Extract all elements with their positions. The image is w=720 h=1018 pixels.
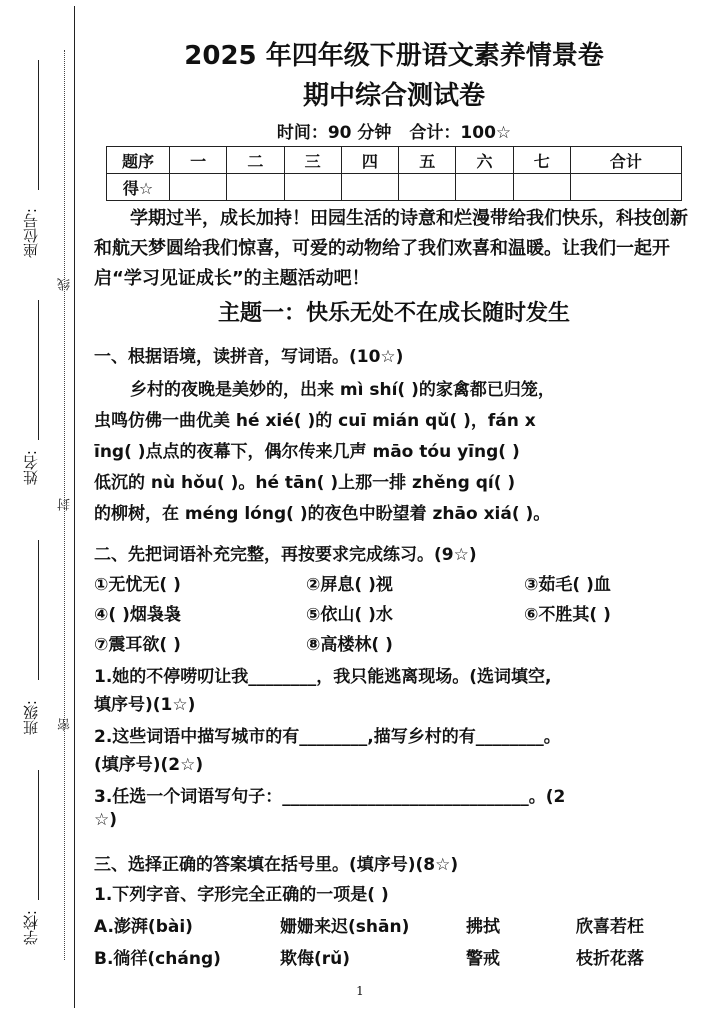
option-item: 姗姗来迟(shān) [280, 917, 410, 937]
seal-char-seal: 封 [58, 498, 73, 511]
idiom-item: ⑤依山( )水 [306, 605, 393, 625]
idiom-item: ②屏息( )视 [306, 575, 393, 595]
seat-label: 座位号: [22, 208, 40, 259]
score-table [106, 146, 682, 201]
intro-paragraph: 学期过半，成长加持！田园生活的诗意和烂漫带给我们快乐，科技创新和航天梦圆给我们惊喜，可爱的动物给了我们欢喜和温暖。让我们一起开启“学习见证成长”的主题活动吧！ [94, 208, 688, 289]
exam-title: 2025 年四年级下册语文素养情景卷 [184, 41, 604, 71]
option-item: B.徜徉(cháng) [94, 949, 221, 969]
option-item: A.澎湃(bài) [94, 917, 193, 937]
section3-heading: 三、选择正确的答案填在括号里。(填序号)(8☆) [94, 855, 459, 875]
question-text: 填序号)(1☆) [94, 695, 196, 715]
section1-heading: 一、根据语境，读拼音，写词语。(10☆) [94, 347, 404, 367]
school-label: 学校: [22, 910, 40, 946]
idiom-row [94, 570, 694, 595]
school-blank-line [38, 770, 39, 900]
section1-line: 的柳树，在 méng lóng( )的夜色中盼望着 zhāo xiá( )。 [94, 504, 551, 524]
option-item: 欺侮(rǔ) [280, 949, 351, 969]
option-item: 欣喜若枉 [576, 917, 644, 937]
seal-char-secret: 密 [58, 718, 73, 731]
question-text: 2.这些词语中描写城市的有________,描写乡村的有________。 [94, 727, 561, 747]
class-blank-line [38, 540, 39, 680]
question-text: 3.任选一个词语写句子：_____________________________。(2 [94, 787, 566, 807]
idiom-row [94, 630, 694, 655]
question-text: (填序号)(2☆) [94, 755, 204, 775]
exam-total: 合计：100☆ [409, 123, 512, 143]
exam-time: 时间：90 分钟 [276, 123, 392, 143]
name-label: 姓名: [22, 450, 40, 486]
score-header-cell: 一 [170, 147, 227, 174]
section1-line: 乡村的夜晚是美妙的，出来 mì shí( )的家禽都已归笼， [130, 380, 555, 400]
binding-margin [0, 0, 80, 1018]
section1-line: 低沉的 nù hǒu( )。hé tān( )上那一排 zhěng qí( ) [94, 473, 516, 493]
exam-subtitle: 期中综合测试卷 [302, 81, 485, 111]
name-blank-line [38, 300, 39, 440]
option-row [94, 912, 694, 937]
idiom-item: ⑥不胜其( ) [524, 605, 611, 625]
score-header-cell: 二 [227, 147, 284, 174]
score-cell[interactable] [570, 174, 681, 201]
score-header-cell: 五 [399, 147, 456, 174]
score-cell[interactable] [284, 174, 341, 201]
seat-blank-line [38, 60, 39, 190]
question-text: 1.下列字音、字形完全正确的一项是( ) [94, 885, 389, 905]
question-text: 1.她的不停唠叨让我________，我只能逃离现场。(选词填空, [94, 667, 552, 687]
score-header-cell: 七 [513, 147, 570, 174]
score-header-cell: 四 [341, 147, 398, 174]
page-number: 1 [356, 984, 364, 998]
score-cell[interactable] [227, 174, 284, 201]
option-item: 警戒 [466, 949, 500, 969]
score-cell[interactable] [456, 174, 513, 201]
option-item: 拂拭 [466, 917, 500, 937]
score-table-header-row [107, 147, 682, 174]
seal-char-line: 线 [58, 278, 73, 291]
score-header-cell: 三 [284, 147, 341, 174]
idiom-item: ③茹毛( )血 [524, 575, 611, 595]
class-label: 班级: [22, 700, 40, 736]
theme-heading: 主题一：快乐无处不在成长随时发生 [217, 301, 570, 326]
option-row [94, 944, 694, 969]
section1-line: īng( )点点的夜幕下，偶尔传来几声 māo tóu yīng( ) [94, 442, 520, 462]
score-cell[interactable] [170, 174, 227, 201]
idiom-item: ⑧高楼林( ) [306, 635, 393, 655]
idiom-item: ④( )烟袅袅 [94, 605, 181, 625]
score-header-cell: 六 [456, 147, 513, 174]
score-cell[interactable] [513, 174, 570, 201]
idiom-row [94, 600, 694, 625]
exam-meta [94, 118, 694, 143]
section2-heading: 二、先把词语补充完整，再按要求完成练习。(9☆) [94, 545, 477, 565]
idiom-item: ⑦震耳欲( ) [94, 635, 181, 655]
score-header-cell: 题序 [107, 147, 170, 174]
idiom-item: ①无忧无( ) [94, 575, 181, 595]
question-text: ☆) [94, 810, 118, 830]
score-header-cell: 合计 [570, 147, 681, 174]
section1-line: 虫鸣仿佛一曲优美 hé xié( )的 cuī mián qǔ( )，fán x [94, 411, 536, 431]
score-cell[interactable] [341, 174, 398, 201]
option-item: 枝折花落 [576, 949, 644, 969]
score-row-label: 得☆ [107, 174, 170, 201]
score-table-score-row [107, 174, 682, 201]
score-cell[interactable] [399, 174, 456, 201]
